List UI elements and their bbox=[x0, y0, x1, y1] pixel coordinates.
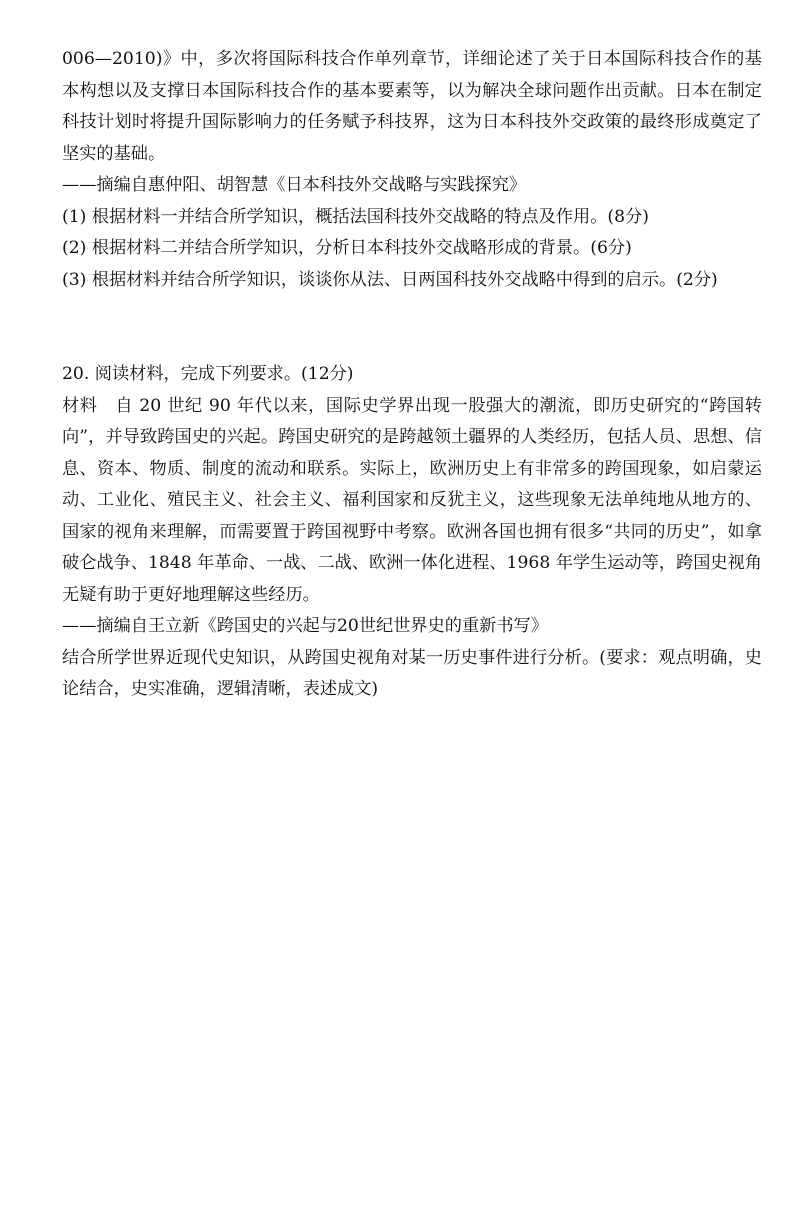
question-20-source: ——摘编自王立新《跨国史的兴起与20世纪世界史的重新书写》 bbox=[62, 616, 548, 636]
exam-page bbox=[62, 44, 762, 706]
question-19-part-2: (2) 根据材料二并结合所学知识，分析日本科技外交战略形成的背景。(6分) bbox=[62, 238, 632, 258]
question-19-part-3: (3) 根据材料并结合所学知识，谈谈你从法、日两国科技外交战略中得到的启示。(2分) bbox=[62, 269, 718, 290]
question-20-material: 材料 自 20 世纪 90 年代以来，国际史学界出现一股强大的潮流，即历史研究的“跨国转向”，并导致跨国史的兴起。跨国史研究的是跨越领土疆界的人类经历，包括人员、思想、信息、资本、物质、制度的流动和联系。实际上，欧洲历史上有非常多的跨国现象，如启蒙运动、工业化、殖民主义、社会主义、福利国家和反犹主义，这些现象无法单纯地从地方的、国家的视角来理解，而需要置于跨国视野中考察。欧洲各国也拥有很多“共同的历史”，如拿破仑战争、1848 年革命、一战、二战、欧洲一体化进程、1968 年学生运动等，跨国史视角无疑有助于更好地理解这些经历。 bbox=[62, 395, 762, 605]
material-two-continuation: 006—2010)》中，多次将国际科技合作单列章节，详细论述了关于日本国际科技合作的基本构想以及支撑日本国际科技合作的基本要素等，以为解决全球问题作出贡献。日本在制定科技计划时将提升国际影响力的任务赋予科技界，这为日本科技外交政策的最终形成奠定了坚实的基础。 bbox=[62, 49, 762, 164]
question-19-part-1: (1) 根据材料一并结合所学知识，概括法国科技外交战略的特点及作用。(8分) bbox=[62, 206, 649, 227]
material-two-source: ——摘编自惠仲阳、胡智慧《日本科技外交战略与实践探究》 bbox=[62, 175, 527, 195]
section-spacer bbox=[62, 296, 762, 359]
question-20-heading: 20. 阅读材料，完成下列要求。(12分) bbox=[62, 364, 354, 384]
question-20-requirement: 结合所学世界近现代史知识，从跨国史视角对某一历史事件进行分析。(要求：观点明确，史论结合，史实准确，逻辑清晰，表述成文) bbox=[62, 647, 762, 699]
